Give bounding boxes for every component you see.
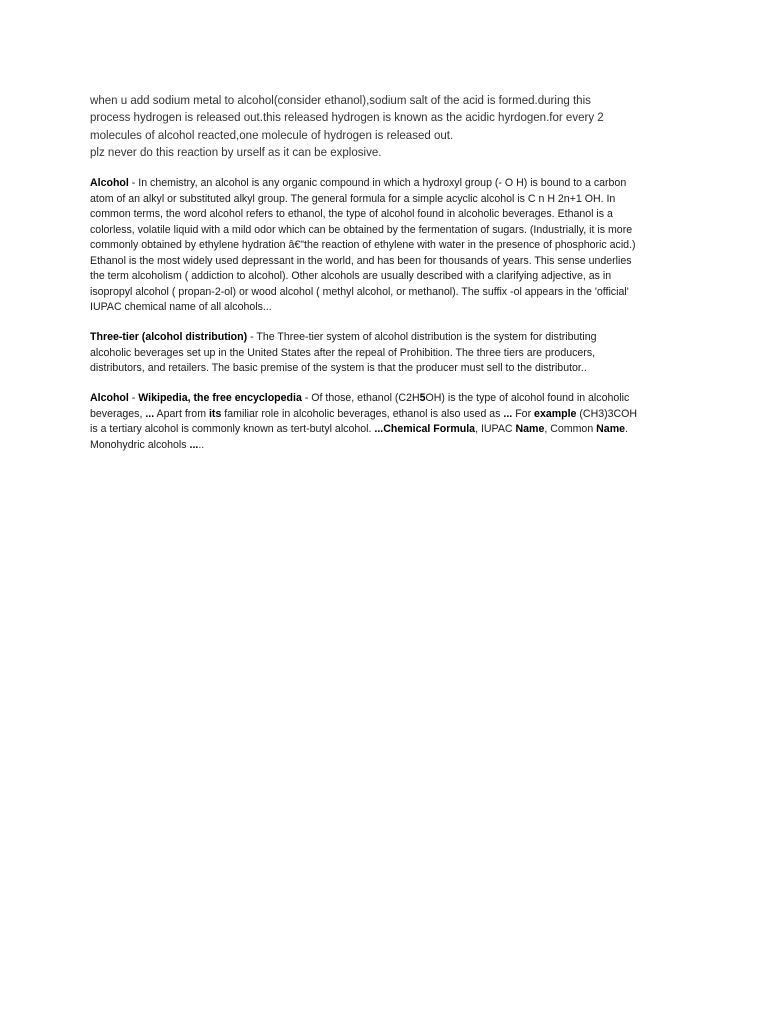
- entry-highlight: Name: [596, 423, 626, 435]
- document-page: [90, 92, 680, 451]
- entry-line: [90, 176, 650, 192]
- entry-text: OH) is the type of alcohol found in alcoholic: [425, 392, 630, 404]
- entry-text: ..: [198, 438, 205, 451]
- entry-highlight: ...: [145, 407, 155, 420]
- entry-line: IUPAC chemical name of all alcohols...: [90, 301, 272, 313]
- three-tier-entry: [90, 330, 650, 377]
- intro-line: plz never do this reaction by urself as it can be explosive.: [90, 145, 382, 160]
- entry-text: , IUPAC: [475, 423, 516, 435]
- entry-title: Alcohol: [90, 392, 129, 404]
- entry-text: Apart from: [154, 407, 209, 420]
- intro-line: molecules of alcohol reacted,one molecule of hydrogen is released out.: [90, 127, 454, 142]
- entry-text: is a tertiary alcohol is commonly known as tert-butyl alcohol.: [90, 423, 375, 435]
- entry-highlight: 5: [419, 392, 426, 404]
- entry-highlight: ...: [189, 438, 199, 451]
- wikipedia-entry: [90, 391, 650, 453]
- entry-line: isopropyl alcohol ( propan-2-ol) or wood alcohol ( methyl alcohol, or methanol). The suffix -ol appears in the 'official': [90, 285, 629, 298]
- entry-highlight: example: [534, 407, 577, 420]
- entry-text: Monohydric alcohols: [90, 438, 190, 451]
- entry-highlight: ...Chemical Formula: [374, 423, 476, 435]
- entry-text: (CH3)3COH: [576, 407, 638, 420]
- entry-text: , Common: [544, 423, 597, 435]
- entry-line: [90, 438, 650, 454]
- intro-paragraph: [90, 92, 667, 162]
- entry-title: Three-tier (alcohol distribution): [90, 331, 248, 343]
- entry-text: - The Three-tier system of alcohol distribution is the system for distributing: [247, 331, 597, 343]
- entry-line: Ethanol is the most widely used depressant in the world, and has been for thousands of years. This sense underlies: [90, 254, 632, 267]
- entry-text: -: [128, 392, 139, 404]
- alcohol-definition-entry: [90, 176, 650, 316]
- entry-line: atom of an alkyl or substituted alkyl group. The general formula for a simple acyclic alcohol is C n H 2n+1 OH. In: [90, 192, 616, 205]
- entry-line: distributors, and retailers. The basic premise of the system is that the producer must sell to the distributor..: [90, 362, 587, 374]
- entry-text: .: [625, 423, 628, 435]
- entry-line: common terms, the word alcohol refers to ethanol, the type of alcohol found in alcoholic beverages. Ethanol is a: [90, 208, 613, 220]
- entry-line: the term alcoholism ( addiction to alcohol). Other alcohols are usually described with a clarifying adjective, as in: [90, 270, 612, 282]
- entry-highlight: its: [208, 407, 222, 420]
- entry-line: colorless, volatile liquid with a mild odor which can be obtained by the fermentation of sugars. (Industrially, it is more: [90, 223, 633, 236]
- entry-source: Wikipedia, the free encyclopedia: [138, 392, 302, 404]
- intro-line: process hydrogen is released out.this released hydrogen is known as the acidic hyrdogen.for every 2: [90, 110, 604, 125]
- entry-text: - In chemistry, an alcohol is any organic compound in which a hydroxyl group (- O H) is bound to a carbon: [128, 177, 627, 189]
- entry-line: [90, 330, 650, 346]
- entry-line: [90, 407, 650, 423]
- entry-text: beverages,: [90, 407, 146, 420]
- entry-highlight: Name: [515, 423, 545, 435]
- entry-text: - Of those, ethanol (C2H: [301, 392, 420, 404]
- entry-line: [90, 391, 650, 407]
- entry-text: For: [512, 407, 535, 420]
- intro-line: when u add sodium metal to alcohol(consider ethanol),sodium salt of the acid is formed.during this: [90, 93, 591, 107]
- entry-highlight: ...: [503, 407, 513, 420]
- entry-line: commonly obtained by ethylene hydration â€"the reaction of ethylene with water in the presence of phosphoric acid.): [90, 239, 636, 251]
- entry-line: alcoholic beverages set up in the United States after the repeal of Prohibition. The three tiers are producers,: [90, 346, 596, 359]
- entry-line: [90, 422, 650, 438]
- entry-title: Alcohol: [90, 177, 129, 189]
- entry-text: familiar role in alcoholic beverages, ethanol is also used as: [221, 407, 504, 420]
